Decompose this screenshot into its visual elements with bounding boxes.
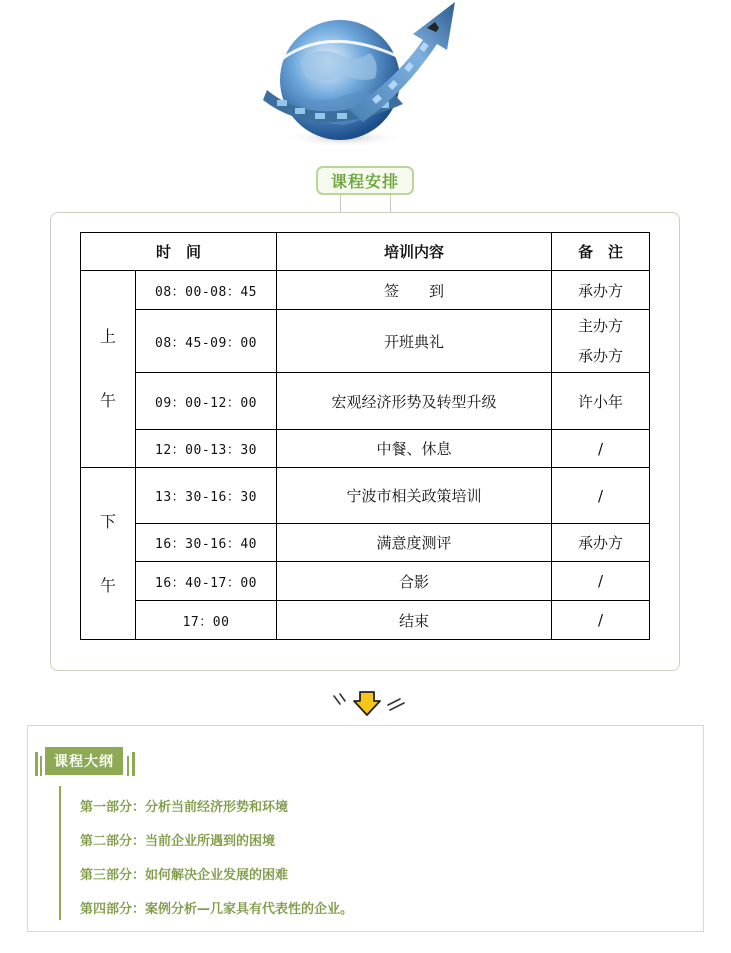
header-content: 培训内容 — [277, 233, 552, 271]
outline-rule — [59, 786, 61, 920]
table-row — [81, 430, 650, 468]
table-row — [81, 310, 650, 373]
table-row — [81, 601, 650, 640]
outline-tag-bar — [132, 752, 135, 776]
tag-connector-right — [390, 195, 391, 212]
row-content: 中餐、休息 — [277, 430, 552, 468]
table-row — [81, 468, 650, 524]
row-content: 满意度测评 — [277, 524, 552, 562]
tag-connector-left — [340, 195, 341, 212]
table-row — [81, 524, 650, 562]
row-time: 16：40-17：00 — [136, 562, 277, 601]
row-note: / — [552, 468, 650, 524]
row-time: 08：00-08：45 — [136, 271, 277, 310]
table-header-row — [81, 233, 650, 271]
table-row — [81, 562, 650, 601]
row-time: 09：00-12：00 — [136, 373, 277, 430]
period-afternoon — [81, 468, 136, 640]
row-note: 承办方 — [552, 524, 650, 562]
row-note-line: 承办方 — [578, 347, 624, 365]
row-content: 合影 — [277, 562, 552, 601]
row-note: / — [552, 430, 650, 468]
row-content: 签 到 — [277, 271, 552, 310]
table-row — [81, 271, 650, 310]
schedule-table — [80, 232, 650, 640]
period-afternoon-bottom: 午 — [99, 575, 116, 595]
down-arrow-icon — [330, 688, 410, 718]
outline-item: 第二部分：当前企业所遇到的困境 — [80, 834, 276, 849]
outline-tag-bar — [40, 756, 42, 776]
period-morning-top: 上 — [99, 327, 116, 346]
header-time: 时 间 — [81, 233, 277, 271]
period-morning — [81, 271, 136, 468]
row-time: 13：30-16：30 — [136, 468, 277, 524]
outline-item: 第一部分：分析当前经济形势和环境 — [80, 800, 289, 815]
row-content: 结束 — [277, 601, 552, 640]
header-note: 备 注 — [552, 233, 650, 271]
row-note-line: 主办方 — [578, 317, 624, 335]
row-note: / — [552, 601, 650, 640]
outline-section-tag: 课程大纲 — [45, 747, 123, 775]
row-note: 承办方 — [552, 271, 650, 310]
row-time: 08：45-09：00 — [136, 310, 277, 373]
globe-arrow-icon — [255, 0, 465, 150]
row-content: 开班典礼 — [277, 310, 552, 373]
row-note — [552, 310, 650, 373]
schedule-section-tag: 课程安排 — [316, 166, 414, 195]
period-afternoon-top: 下 — [99, 511, 116, 531]
row-time: 12：00-13：30 — [136, 430, 277, 468]
row-note: 许小年 — [552, 373, 650, 430]
outline-tag-bar — [127, 756, 129, 776]
period-morning-bottom: 午 — [99, 391, 116, 410]
table-row — [81, 373, 650, 430]
row-time: 17：00 — [136, 601, 277, 640]
row-content: 宁波市相关政策培训 — [277, 468, 552, 524]
row-content: 宏观经济形势及转型升级 — [277, 373, 552, 430]
outline-item: 第三部分：如何解决企业发展的困难 — [80, 868, 289, 883]
outline-tag-bar — [35, 752, 38, 776]
row-time: 16：30-16：40 — [136, 524, 277, 562]
outline-item: 第四部分：案例分析—几家具有代表性的企业。 — [80, 902, 354, 917]
row-note: / — [552, 562, 650, 601]
